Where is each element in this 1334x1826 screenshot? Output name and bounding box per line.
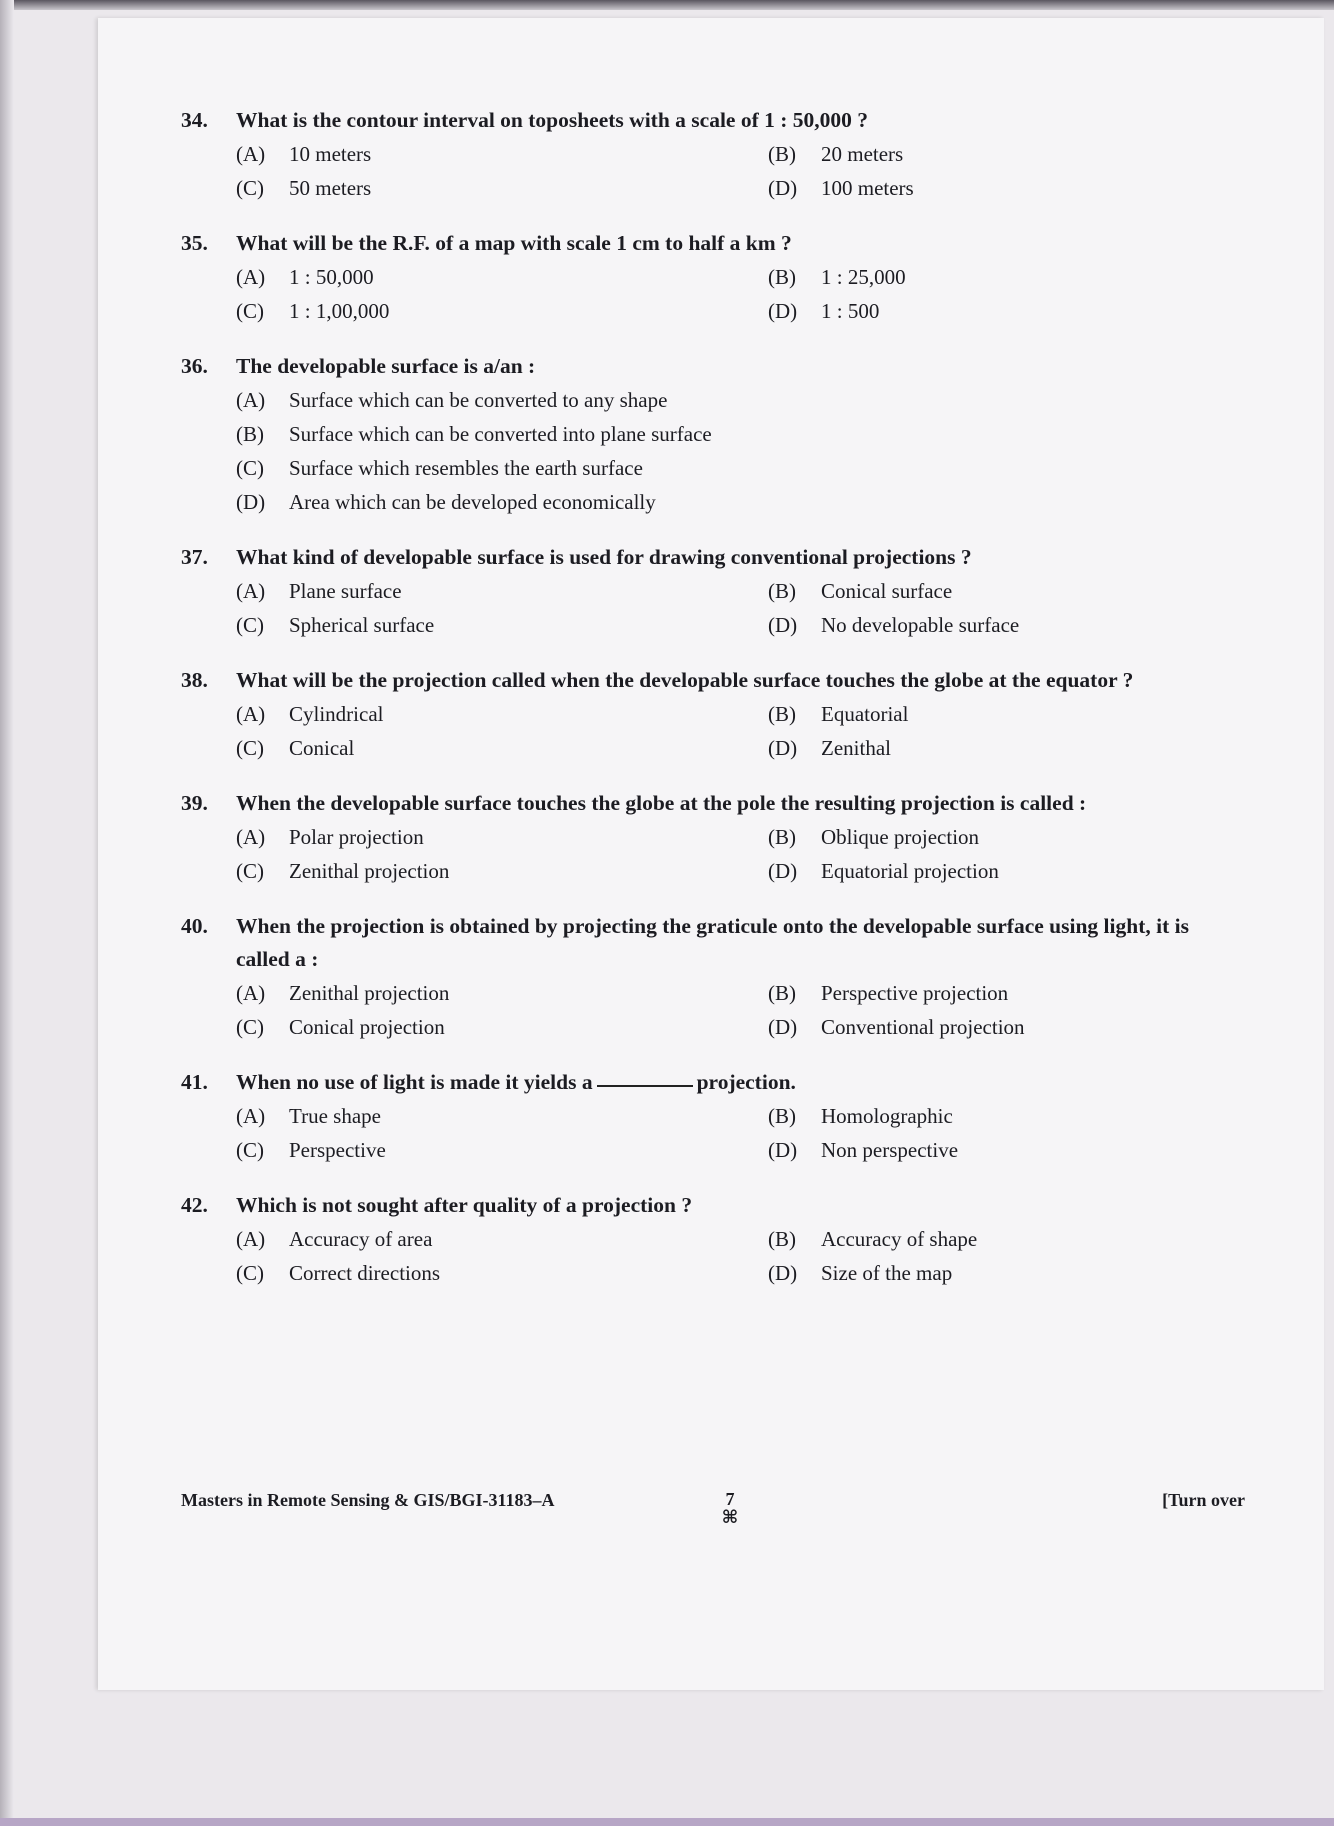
option-c [236, 731, 768, 765]
option-text: Non perspective [821, 1138, 959, 1162]
option-text: Zenithal projection [289, 859, 450, 883]
option-a [236, 697, 768, 731]
option-label: (D) [768, 859, 798, 883]
option-c [236, 171, 768, 205]
option-label: (B) [768, 981, 796, 1005]
option-text: 1 : 50,000 [289, 265, 374, 289]
turn-over-note: [Turn over [1162, 1490, 1245, 1510]
option-text: Area which can be developed economically [289, 490, 656, 514]
option-label: (C) [236, 176, 264, 200]
option-label: (C) [236, 613, 264, 637]
option-text: Conical projection [289, 1015, 445, 1039]
page-number: 7 [725, 1489, 735, 1509]
question-34 [181, 104, 1241, 205]
scan-edge-top [0, 0, 1334, 10]
option-text: Accuracy of area [289, 1227, 433, 1251]
option-label: (B) [768, 702, 796, 726]
question-text: What will be the R.F. of a map with scale 1 cm to half a km ? [236, 231, 792, 255]
question-text [236, 1066, 1241, 1099]
question-text: Which is not sought after quality of a projection ? [236, 1193, 693, 1217]
option-b [768, 820, 1241, 854]
option-text: 100 meters [821, 176, 914, 200]
option-label: (B) [768, 1227, 796, 1251]
option-b [768, 1099, 1241, 1133]
option-b [768, 574, 1241, 608]
option-text: Accuracy of shape [821, 1227, 978, 1251]
footer-course-code: Masters in Remote Sensing & GIS/BGI-31183–A [181, 1490, 555, 1510]
question-number: 39. [181, 791, 208, 815]
option-label: (A) [236, 702, 266, 726]
option-text: Perspective projection [821, 981, 1009, 1005]
question-36 [181, 350, 1241, 519]
option-label: (C) [236, 456, 264, 480]
question-text: When the projection is obtained by projecting the graticule onto the developable surface using light, it is called a : [236, 914, 1189, 971]
option-text: Surface which can be converted to any shape [289, 388, 668, 412]
option-text: Homolographic [821, 1104, 953, 1128]
question-text-end: projection. [696, 1070, 796, 1094]
question-number: 36. [181, 354, 208, 378]
option-label: (A) [236, 579, 266, 603]
option-label: (D) [768, 176, 798, 200]
option-text: Conventional projection [821, 1015, 1025, 1039]
option-text: Zenithal projection [289, 981, 450, 1005]
option-c [236, 608, 768, 642]
option-text: Conical [289, 736, 355, 760]
option-d [768, 171, 1241, 205]
option-text: Correct directions [289, 1261, 441, 1285]
option-a [236, 137, 768, 171]
option-c [236, 1010, 768, 1044]
option-text: Equatorial projection [821, 859, 999, 883]
scan-edge-bottom [0, 1818, 1334, 1826]
option-text: Surface which can be converted into plane surface [289, 422, 712, 446]
question-number: 37. [181, 545, 208, 569]
option-c [236, 854, 768, 888]
option-a [236, 260, 768, 294]
answer-blank [597, 1069, 693, 1087]
option-d [768, 1133, 1241, 1167]
option-label: (D) [236, 490, 266, 514]
option-text: True shape [289, 1104, 381, 1128]
option-label: (D) [768, 736, 798, 760]
option-a [236, 1099, 768, 1133]
option-label: (B) [768, 142, 796, 166]
option-a [236, 574, 768, 608]
option-label: (C) [236, 1261, 264, 1285]
question-text: When the developable surface touches the globe at the pole the resulting projection is called : [236, 791, 1087, 815]
option-label: (A) [236, 142, 266, 166]
option-text: Plane surface [289, 579, 402, 603]
option-c [236, 294, 768, 328]
option-b [768, 260, 1241, 294]
option-text: Equatorial [821, 702, 909, 726]
footer-page-marker [718, 1490, 742, 1526]
option-label: (D) [768, 1138, 798, 1162]
question-list [181, 104, 1241, 1312]
option-text: 20 meters [821, 142, 904, 166]
option-a [236, 383, 1241, 417]
option-text: Size of the map [821, 1261, 953, 1285]
question-37 [181, 541, 1241, 642]
option-c [236, 1133, 768, 1167]
option-text: 1 : 25,000 [821, 265, 906, 289]
option-b [768, 697, 1241, 731]
option-text: Spherical surface [289, 613, 435, 637]
option-label: (C) [236, 1015, 264, 1039]
question-35 [181, 227, 1241, 328]
option-text: 10 meters [289, 142, 372, 166]
option-label: (B) [768, 825, 796, 849]
option-label: (D) [768, 1261, 798, 1285]
option-label: (B) [768, 579, 796, 603]
option-label: (A) [236, 825, 266, 849]
option-a [236, 976, 768, 1010]
option-label: (D) [768, 613, 798, 637]
question-text-start: When no use of light is made it yields a [236, 1070, 593, 1094]
page-mark-icon: ⌘ [721, 1507, 739, 1527]
option-d [768, 294, 1241, 328]
question-text: What kind of developable surface is used for drawing conventional projections ? [236, 545, 972, 569]
option-text: Conical surface [821, 579, 953, 603]
option-label: (B) [768, 265, 796, 289]
option-text: Cylindrical [289, 702, 384, 726]
option-label: (B) [768, 1104, 796, 1128]
option-label: (A) [236, 388, 266, 412]
option-label: (C) [236, 859, 264, 883]
option-label: (C) [236, 1138, 264, 1162]
question-42 [181, 1189, 1241, 1290]
question-number: 41. [181, 1070, 208, 1094]
option-c [236, 1256, 768, 1290]
option-b [768, 137, 1241, 171]
option-label: (D) [768, 299, 798, 323]
option-d [768, 854, 1241, 888]
option-b [236, 417, 1241, 451]
scan-edge-left [0, 0, 14, 1826]
option-text: Perspective [289, 1138, 386, 1162]
question-39 [181, 787, 1241, 888]
question-number: 35. [181, 231, 208, 255]
question-38 [181, 664, 1241, 765]
question-number: 34. [181, 108, 208, 132]
option-text: Surface which resembles the earth surface [289, 456, 643, 480]
option-a [236, 1222, 768, 1256]
option-text: 50 meters [289, 176, 372, 200]
option-text: Polar projection [289, 825, 424, 849]
option-label: (A) [236, 1227, 266, 1251]
option-c [236, 451, 1241, 485]
option-text: 1 : 1,00,000 [289, 299, 390, 323]
option-d [768, 1010, 1241, 1044]
question-number: 38. [181, 668, 208, 692]
option-label: (D) [768, 1015, 798, 1039]
question-number: 42. [181, 1193, 208, 1217]
option-d [768, 1256, 1241, 1290]
option-b [768, 976, 1241, 1010]
option-d [768, 608, 1241, 642]
option-a [236, 820, 768, 854]
option-text: No developable surface [821, 613, 1020, 637]
question-number: 40. [181, 914, 208, 938]
question-40 [181, 910, 1241, 1044]
option-label: (C) [236, 736, 264, 760]
option-label: (A) [236, 1104, 266, 1128]
option-label: (A) [236, 265, 266, 289]
option-text: Zenithal [821, 736, 891, 760]
option-label: (A) [236, 981, 266, 1005]
option-b [768, 1222, 1241, 1256]
question-41 [181, 1066, 1241, 1167]
question-text: The developable surface is a/an : [236, 354, 536, 378]
question-text: What is the contour interval on toposheets with a scale of 1 : 50,000 ? [236, 108, 869, 132]
question-text: What will be the projection called when the developable surface touches the globe at the equator ? [236, 668, 1134, 692]
option-d [768, 731, 1241, 765]
option-d [236, 485, 1241, 519]
option-label: (B) [236, 422, 264, 446]
option-text: Oblique projection [821, 825, 980, 849]
option-label: (C) [236, 299, 264, 323]
option-text: 1 : 500 [821, 299, 880, 323]
